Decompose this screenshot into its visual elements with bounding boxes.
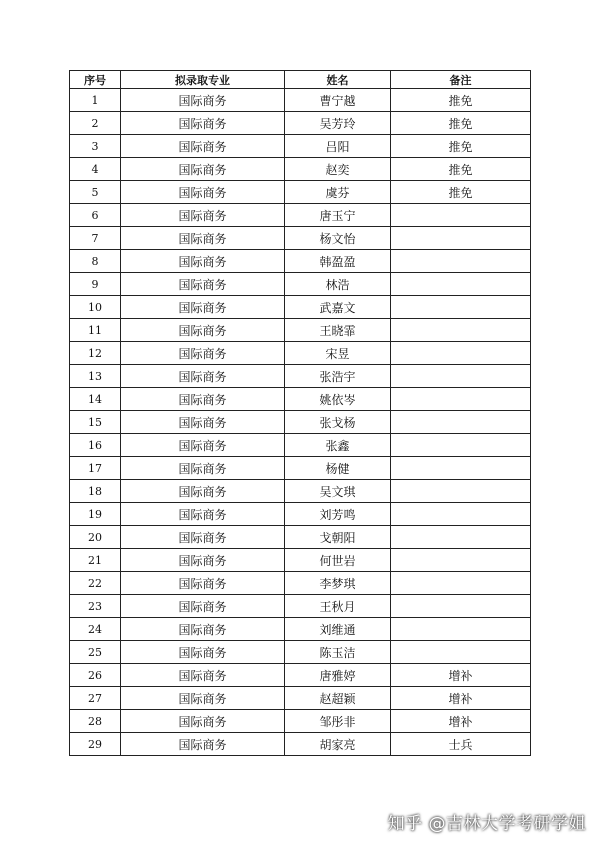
table-row bbox=[70, 365, 531, 388]
cell-major: 国际商务 bbox=[121, 618, 285, 641]
cell-name: 王晓霏 bbox=[285, 319, 391, 342]
cell-major: 国际商务 bbox=[121, 480, 285, 503]
cell-major: 国际商务 bbox=[121, 135, 285, 158]
table-row bbox=[70, 250, 531, 273]
cell-major: 国际商务 bbox=[121, 365, 285, 388]
cell-index: 9 bbox=[70, 273, 121, 296]
cell-name: 武嘉文 bbox=[285, 296, 391, 319]
cell-name: 吴芳玲 bbox=[285, 112, 391, 135]
header-major: 拟录取专业 bbox=[121, 71, 285, 89]
cell-note bbox=[391, 273, 531, 296]
cell-index: 28 bbox=[70, 710, 121, 733]
cell-name: 张戈杨 bbox=[285, 411, 391, 434]
cell-major: 国际商务 bbox=[121, 457, 285, 480]
cell-note: 推免 bbox=[391, 158, 531, 181]
cell-index: 15 bbox=[70, 411, 121, 434]
cell-note bbox=[391, 411, 531, 434]
table-row bbox=[70, 112, 531, 135]
table-row bbox=[70, 89, 531, 112]
cell-index: 21 bbox=[70, 549, 121, 572]
table-row bbox=[70, 181, 531, 204]
table-row bbox=[70, 503, 531, 526]
table-row bbox=[70, 273, 531, 296]
table-row bbox=[70, 664, 531, 687]
cell-major: 国际商务 bbox=[121, 733, 285, 756]
cell-name: 赵超颖 bbox=[285, 687, 391, 710]
table-row bbox=[70, 135, 531, 158]
cell-index: 24 bbox=[70, 618, 121, 641]
cell-name: 唐玉宁 bbox=[285, 204, 391, 227]
cell-major: 国际商务 bbox=[121, 664, 285, 687]
cell-name: 曹宁越 bbox=[285, 89, 391, 112]
cell-name: 李梦琪 bbox=[285, 572, 391, 595]
table-row bbox=[70, 549, 531, 572]
zhihu-watermark: 知乎 @吉林大学考研学姐 bbox=[387, 814, 586, 834]
cell-major: 国际商务 bbox=[121, 112, 285, 135]
cell-index: 3 bbox=[70, 135, 121, 158]
table-row bbox=[70, 434, 531, 457]
table-row bbox=[70, 733, 531, 756]
cell-name: 吕阳 bbox=[285, 135, 391, 158]
cell-index: 14 bbox=[70, 388, 121, 411]
cell-name: 赵奕 bbox=[285, 158, 391, 181]
cell-index: 2 bbox=[70, 112, 121, 135]
cell-note bbox=[391, 365, 531, 388]
cell-name: 姚依岑 bbox=[285, 388, 391, 411]
cell-index: 26 bbox=[70, 664, 121, 687]
cell-index: 17 bbox=[70, 457, 121, 480]
cell-major: 国际商务 bbox=[121, 572, 285, 595]
cell-major: 国际商务 bbox=[121, 526, 285, 549]
cell-index: 10 bbox=[70, 296, 121, 319]
table-row bbox=[70, 227, 531, 250]
cell-note: 增补 bbox=[391, 687, 531, 710]
cell-note bbox=[391, 227, 531, 250]
cell-major: 国际商务 bbox=[121, 296, 285, 319]
cell-note bbox=[391, 526, 531, 549]
cell-index: 6 bbox=[70, 204, 121, 227]
table-row bbox=[70, 618, 531, 641]
cell-note: 增补 bbox=[391, 664, 531, 687]
table-row bbox=[70, 457, 531, 480]
header-row bbox=[70, 71, 531, 89]
cell-note bbox=[391, 595, 531, 618]
table-row bbox=[70, 342, 531, 365]
cell-name: 杨文怡 bbox=[285, 227, 391, 250]
table-row bbox=[70, 388, 531, 411]
table-row bbox=[70, 641, 531, 664]
cell-note bbox=[391, 618, 531, 641]
cell-name: 虞芬 bbox=[285, 181, 391, 204]
cell-index: 4 bbox=[70, 158, 121, 181]
table-row bbox=[70, 158, 531, 181]
cell-index: 19 bbox=[70, 503, 121, 526]
cell-major: 国际商务 bbox=[121, 227, 285, 250]
cell-major: 国际商务 bbox=[121, 89, 285, 112]
cell-major: 国际商务 bbox=[121, 204, 285, 227]
cell-index: 12 bbox=[70, 342, 121, 365]
cell-major: 国际商务 bbox=[121, 549, 285, 572]
cell-name: 吴文琪 bbox=[285, 480, 391, 503]
admission-table bbox=[69, 70, 531, 756]
cell-index: 29 bbox=[70, 733, 121, 756]
table-row bbox=[70, 710, 531, 733]
cell-note bbox=[391, 388, 531, 411]
cell-index: 20 bbox=[70, 526, 121, 549]
cell-name: 何世岩 bbox=[285, 549, 391, 572]
cell-note bbox=[391, 342, 531, 365]
cell-index: 7 bbox=[70, 227, 121, 250]
cell-major: 国际商务 bbox=[121, 319, 285, 342]
cell-note bbox=[391, 641, 531, 664]
cell-major: 国际商务 bbox=[121, 595, 285, 618]
cell-major: 国际商务 bbox=[121, 687, 285, 710]
cell-note bbox=[391, 296, 531, 319]
cell-note bbox=[391, 549, 531, 572]
cell-name: 林浩 bbox=[285, 273, 391, 296]
cell-major: 国际商务 bbox=[121, 641, 285, 664]
cell-name: 韩盈盈 bbox=[285, 250, 391, 273]
cell-name: 胡家亮 bbox=[285, 733, 391, 756]
table-row bbox=[70, 296, 531, 319]
cell-name: 刘维通 bbox=[285, 618, 391, 641]
cell-name: 宋昱 bbox=[285, 342, 391, 365]
cell-major: 国际商务 bbox=[121, 273, 285, 296]
cell-major: 国际商务 bbox=[121, 158, 285, 181]
cell-index: 11 bbox=[70, 319, 121, 342]
cell-index: 1 bbox=[70, 89, 121, 112]
cell-index: 27 bbox=[70, 687, 121, 710]
cell-note bbox=[391, 204, 531, 227]
cell-major: 国际商务 bbox=[121, 181, 285, 204]
cell-major: 国际商务 bbox=[121, 342, 285, 365]
cell-index: 22 bbox=[70, 572, 121, 595]
cell-name: 张浩宇 bbox=[285, 365, 391, 388]
cell-note: 推免 bbox=[391, 112, 531, 135]
cell-name: 王秋月 bbox=[285, 595, 391, 618]
cell-major: 国际商务 bbox=[121, 411, 285, 434]
cell-name: 戈朝阳 bbox=[285, 526, 391, 549]
table-row bbox=[70, 572, 531, 595]
cell-note: 推免 bbox=[391, 89, 531, 112]
table-header bbox=[70, 71, 531, 89]
table-row bbox=[70, 319, 531, 342]
header-note: 备注 bbox=[391, 71, 531, 89]
header-index: 序号 bbox=[70, 71, 121, 89]
cell-note bbox=[391, 319, 531, 342]
table-row bbox=[70, 204, 531, 227]
cell-name: 陈玉洁 bbox=[285, 641, 391, 664]
header-name: 姓名 bbox=[285, 71, 391, 89]
cell-major: 国际商务 bbox=[121, 250, 285, 273]
table-body bbox=[70, 89, 531, 756]
table-row bbox=[70, 480, 531, 503]
cell-name: 张鑫 bbox=[285, 434, 391, 457]
cell-note bbox=[391, 434, 531, 457]
cell-note bbox=[391, 572, 531, 595]
table-row bbox=[70, 595, 531, 618]
cell-note: 增补 bbox=[391, 710, 531, 733]
cell-name: 杨健 bbox=[285, 457, 391, 480]
table-row bbox=[70, 526, 531, 549]
cell-note bbox=[391, 480, 531, 503]
cell-index: 13 bbox=[70, 365, 121, 388]
cell-index: 18 bbox=[70, 480, 121, 503]
cell-major: 国际商务 bbox=[121, 434, 285, 457]
cell-index: 16 bbox=[70, 434, 121, 457]
table-row bbox=[70, 687, 531, 710]
cell-major: 国际商务 bbox=[121, 710, 285, 733]
cell-major: 国际商务 bbox=[121, 388, 285, 411]
cell-name: 邹彤非 bbox=[285, 710, 391, 733]
cell-note bbox=[391, 503, 531, 526]
cell-note: 士兵 bbox=[391, 733, 531, 756]
cell-name: 唐雅婷 bbox=[285, 664, 391, 687]
cell-note bbox=[391, 250, 531, 273]
cell-note: 推免 bbox=[391, 135, 531, 158]
cell-index: 23 bbox=[70, 595, 121, 618]
table-row bbox=[70, 411, 531, 434]
cell-index: 8 bbox=[70, 250, 121, 273]
cell-major: 国际商务 bbox=[121, 503, 285, 526]
cell-index: 25 bbox=[70, 641, 121, 664]
cell-index: 5 bbox=[70, 181, 121, 204]
cell-note: 推免 bbox=[391, 181, 531, 204]
cell-name: 刘芳鸣 bbox=[285, 503, 391, 526]
admission-table-container bbox=[69, 70, 530, 756]
cell-note bbox=[391, 457, 531, 480]
